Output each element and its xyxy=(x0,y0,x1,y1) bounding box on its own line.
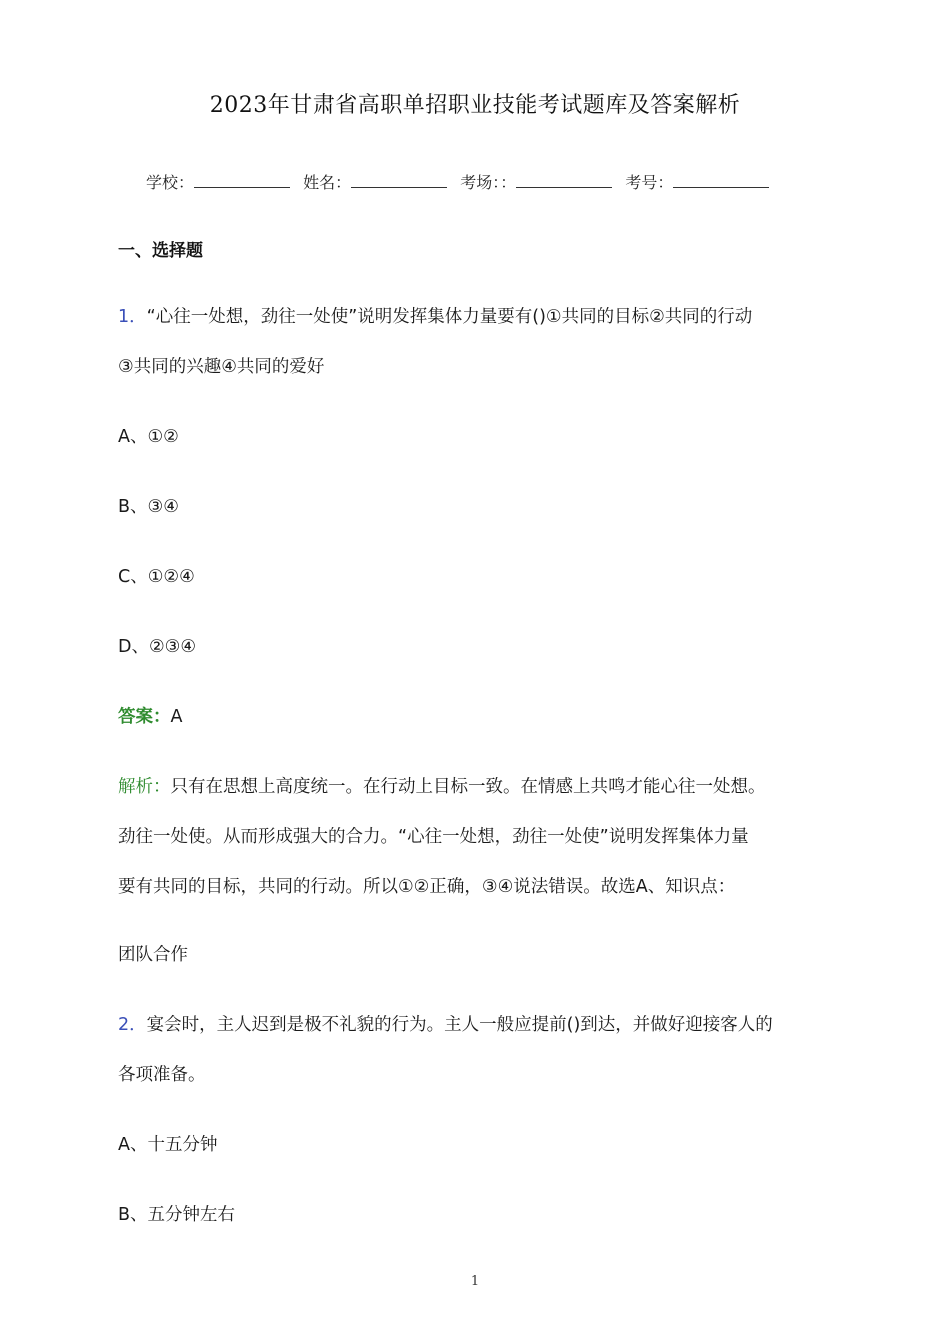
exam-room-field xyxy=(460,170,612,193)
name-blank xyxy=(351,173,447,188)
school-field xyxy=(146,170,290,193)
exam-number-field xyxy=(625,170,769,193)
exam-room-label: 考场：： xyxy=(460,173,517,192)
question-1-option-b: B、③④ xyxy=(118,497,179,517)
question-1-explanation-line-3: 要有共同的目标，共同的行动。所以①②正确，③④说法错误。故选A、知识点： xyxy=(118,877,736,897)
question-1-answer xyxy=(118,692,838,742)
exam-number-label: 考号： xyxy=(625,173,674,192)
exam-room-blank xyxy=(516,173,612,188)
explanation-text-1: 只有在思想上高度统一。在行动上目标一致。在情感上共鸣才能心往一处想。 xyxy=(170,777,766,797)
name-label: 姓名： xyxy=(303,173,352,192)
school-label: 学校： xyxy=(146,173,195,192)
section-heading: 一、选择题 xyxy=(118,241,203,261)
question-1-explanation-line-1 xyxy=(118,762,838,812)
explanation-label: 解析： xyxy=(118,777,171,797)
exam-number-blank xyxy=(673,173,769,188)
question-1-option-c: C、①②④ xyxy=(118,567,195,587)
question-1-stem-line-2: ③共同的兴趣④共同的爱好 xyxy=(118,357,325,377)
question-2-number: 2． xyxy=(118,1015,147,1035)
page-number: 1 xyxy=(470,1274,480,1289)
question-2-option-b: B、五分钟左右 xyxy=(118,1205,236,1225)
answer-value: A xyxy=(170,707,183,727)
page-title: 2023年甘肃省高职单招职业技能考试题库及答案解析 xyxy=(209,93,741,118)
question-1-stem-line-1 xyxy=(118,292,838,342)
answer-label: 答案： xyxy=(118,707,171,727)
question-2-stem-line-2: 各项准备。 xyxy=(118,1065,206,1085)
question-1-stem-text-1: “心往一处想，劲往一处使”说明发挥集体力量要有()①共同的目标②共同的行动 xyxy=(146,307,753,327)
question-1-option-a: A、①② xyxy=(118,427,179,447)
question-1-option-d: D、②③④ xyxy=(118,637,197,657)
question-2-option-a: A、十五分钟 xyxy=(118,1135,218,1155)
question-2-stem-line-1 xyxy=(118,1000,838,1050)
question-1-knowledge-point: 团队合作 xyxy=(118,945,188,965)
exam-info-row xyxy=(146,170,826,193)
question-1-number: 1． xyxy=(118,307,147,327)
question-2-stem-text-1: 宴会时，主人迟到是极不礼貌的行为。主人一般应提前()到达，并做好迎接客人的 xyxy=(146,1015,773,1035)
question-1-explanation-line-2: 劲往一处使。从而形成强大的合力。“心往一处想，劲往一处使”说明发挥集体力量 xyxy=(118,827,749,847)
name-field xyxy=(303,170,447,193)
school-blank xyxy=(194,173,290,188)
